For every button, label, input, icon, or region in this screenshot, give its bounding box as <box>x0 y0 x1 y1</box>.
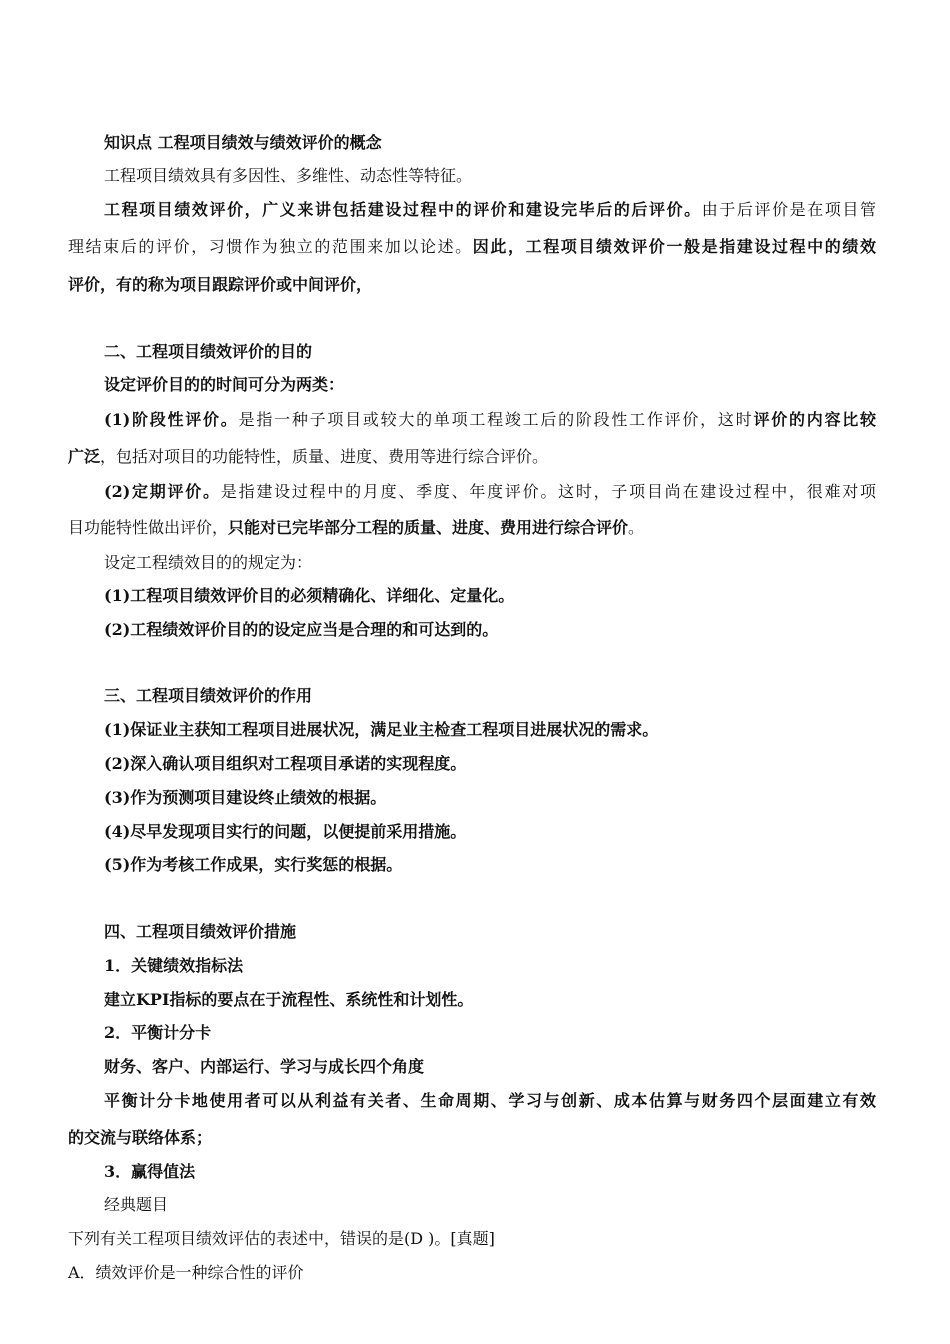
section2-subheading: 设定评价目的的时间可分为两类： <box>104 375 345 394</box>
section3-item: (1)保证业主获知工程项目进展状况，满足业主检查工程项目进展状况的需求。 <box>104 720 659 739</box>
section1-paragraph-line3: 评价，有的称为项目跟踪评价或中间评价， <box>68 275 373 294</box>
section4-heading: 四、工程项目绩效评价措施 <box>104 922 297 941</box>
section2-rule2: (2)工程绩效评价目的的设定应当是合理的和可达到的。 <box>104 620 499 639</box>
section3-heading: 三、工程项目绩效评价的作用 <box>104 686 313 705</box>
section3-item: (5)作为考核工作成果，实行奖惩的根据。 <box>104 855 403 874</box>
section2-item2-line2 <box>0 518 950 538</box>
section2-item1-line1 <box>104 410 876 430</box>
method3-title: 3．赢得值法 <box>104 1162 196 1181</box>
section1-paragraph-line2 <box>0 237 876 257</box>
section1-normal-text-2: 理结束后的评价，习惯作为独立的范围来加以论述。 <box>68 237 473 256</box>
section1-bold-text-2: 因此，工程项目绩效评价一般是指建设过程中的绩效 <box>472 237 876 256</box>
section2-heading: 二、工程项目绩效评价的目的 <box>104 342 313 361</box>
item1-bold-text-2: 广泛 <box>68 447 101 466</box>
item2-text: 是指建设过程中的月度、季度、年度评价。这时，子项目尚在建设过程中，很难对项 <box>220 482 876 501</box>
method2-paragraph-line2: 的交流与联络体系； <box>68 1128 213 1147</box>
section2-rule1: (1)工程项目绩效评价目的必须精确化、详细化、定量化。 <box>104 586 515 605</box>
item1-text-2: ，包括对项目的功能特性，质量、进度、费用等进行综合评价。 <box>100 447 549 466</box>
method2-paragraph-line1: 平衡计分卡地使用者可以从利益有关者、生命周期、学习与创新、成本估算与财务四个层面建立有效 <box>104 1091 876 1110</box>
method2-title: 2．平衡计分卡 <box>104 1023 212 1042</box>
section3-item: (3)作为预测项目建设终止绩效的根据。 <box>104 788 387 807</box>
item2-bold-text: 只能对已完毕部分工程的质量、进度、费用进行综合评价 <box>228 518 629 537</box>
section3-item: (2)深入确认项目组织对工程项目承诺的实现程度。 <box>104 754 467 773</box>
section1-line1: 工程项目绩效具有多因性、多维性、动态性等特征。 <box>104 166 473 185</box>
exam-option-a: A．绩效评价是一种综合性的评价 <box>68 1263 304 1282</box>
section1-paragraph-line1 <box>104 200 876 220</box>
item2-text-3: 。 <box>628 518 645 537</box>
section2-rule-intro: 设定工程绩效目的的规定为： <box>104 553 313 572</box>
section1-bold-text: 工程项目绩效评价，广义来讲包括建设过程中的评价和建设完毕后的后评价。 <box>104 200 702 219</box>
exam-title: 经典题目 <box>104 1195 169 1214</box>
section1-heading: 知识点 工程项目绩效与绩效评价的概念 <box>104 133 382 152</box>
section2-item2-line1 <box>104 482 876 502</box>
item2-label: (2)定期评价。 <box>104 482 221 501</box>
section3-item: (4)尽早发现项目实行的问题，以便提前采用措施。 <box>104 822 467 841</box>
section1-normal-text: 由于后评价是在项目管 <box>701 200 876 219</box>
item1-text: 是指一种子项目或较大的单项工程竣工后的阶段性工作评价，这时 <box>238 410 754 429</box>
method2-description: 财务、客户、内部运行、学习与成长四个角度 <box>104 1057 425 1076</box>
method1-description: 建立KPI指标的要点在于流程性、系统性和计划性。 <box>104 990 474 1009</box>
section2-item1-line2 <box>0 447 950 467</box>
item2-text-2: 目功能特性做出评价， <box>68 518 229 537</box>
item1-bold-text: 评价的内容比较 <box>753 410 876 429</box>
method1-title: 1．关键绩效指标法 <box>104 956 244 975</box>
exam-question: 下列有关工程项目绩效评估的表述中，错误的是(D )。[真题] <box>68 1229 495 1248</box>
item1-label: (1)阶段性评价。 <box>104 410 239 429</box>
